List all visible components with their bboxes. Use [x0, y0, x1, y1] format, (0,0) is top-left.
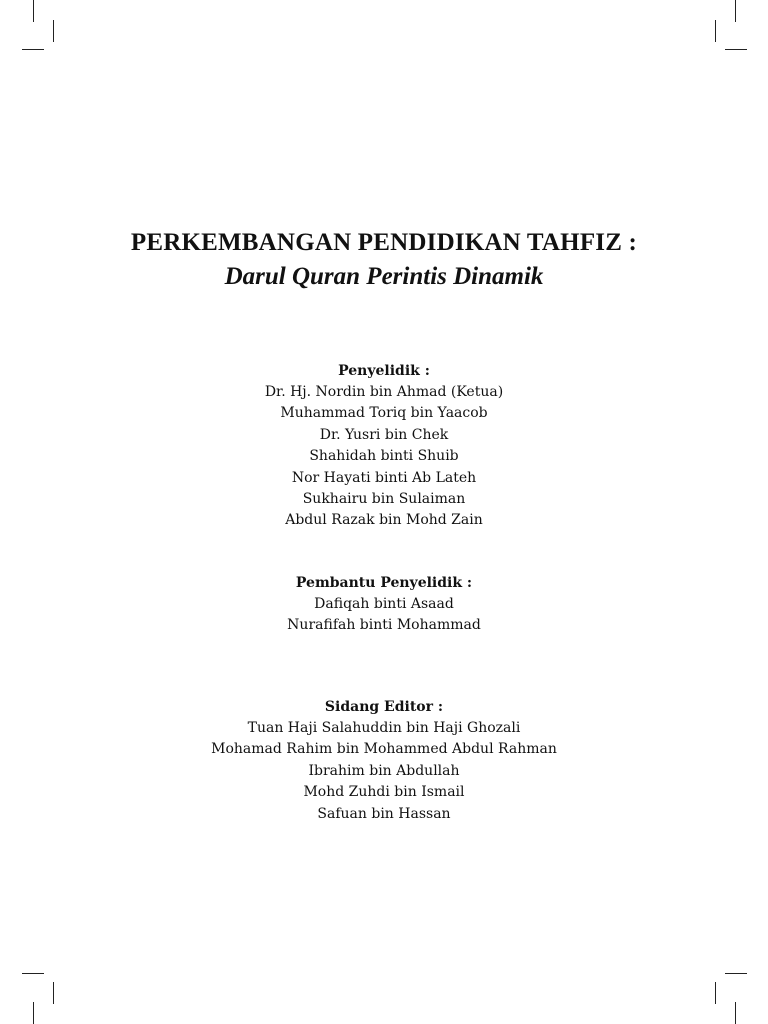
crop-mark-bottom-left-h [22, 973, 44, 974]
page-title: PERKEMBANGAN PENDIDIKAN TAHFIZ : [130, 229, 638, 256]
crop-mark-bottom-right-v [735, 1002, 736, 1024]
crop-mark-bottom-left-v [33, 1002, 34, 1024]
researcher-name: Abdul Razak bin Mohd Zain [285, 512, 483, 529]
assistants-section [0, 573, 768, 637]
crop-mark-bottom-left-v2 [53, 982, 54, 1004]
editor-name: Ibrahim bin Abdullah [308, 762, 460, 779]
crop-mark-top-right-v [735, 0, 736, 22]
page-subtitle: Darul Quran Perintis Dinamik [224, 263, 544, 290]
researcher-name: Sukhairu bin Sulaiman [302, 491, 466, 508]
researcher-name: Shahidah binti Shuib [309, 448, 459, 465]
editor-name: Safuan bin Hassan [317, 805, 451, 822]
crop-mark-top-left-h [22, 49, 44, 50]
researcher-name: Dr. Hj. Nordin bin Ahmad (Ketua) [264, 384, 504, 400]
editor-name: Tuan Haji Salahuddin bin Haji Ghozali [247, 720, 521, 736]
researcher-name: Dr. Yusri bin Chek [319, 426, 449, 443]
assistants-heading: Pembantu Penyelidik : [295, 575, 473, 591]
editor-name: Mohd Zuhdi bin Ismail [303, 784, 465, 801]
crop-mark-top-right-h [725, 49, 747, 50]
researchers-section [0, 361, 768, 532]
crop-mark-top-left-v2 [53, 20, 54, 42]
title-block [0, 226, 768, 294]
editor-name: Mohamad Rahim bin Mohammed Abdul Rahman [211, 741, 557, 758]
editors-section [0, 697, 768, 825]
crop-mark-bottom-right-h [725, 973, 747, 974]
crop-mark-top-left-v [33, 0, 34, 22]
assistant-name: Dafiqah binti Asaad [314, 596, 454, 612]
assistant-name: Nurafifah binti Mohammad [287, 617, 481, 634]
researcher-name: Nor Hayati binti Ab Lateh [291, 469, 477, 486]
crop-mark-bottom-right-v2 [715, 982, 716, 1004]
crop-mark-top-right-v2 [715, 20, 716, 42]
researchers-heading: Penyelidik : [338, 363, 430, 379]
researcher-name: Muhammad Toriq bin Yaacob [280, 405, 488, 422]
editors-heading: Sidang Editor : [324, 699, 444, 715]
